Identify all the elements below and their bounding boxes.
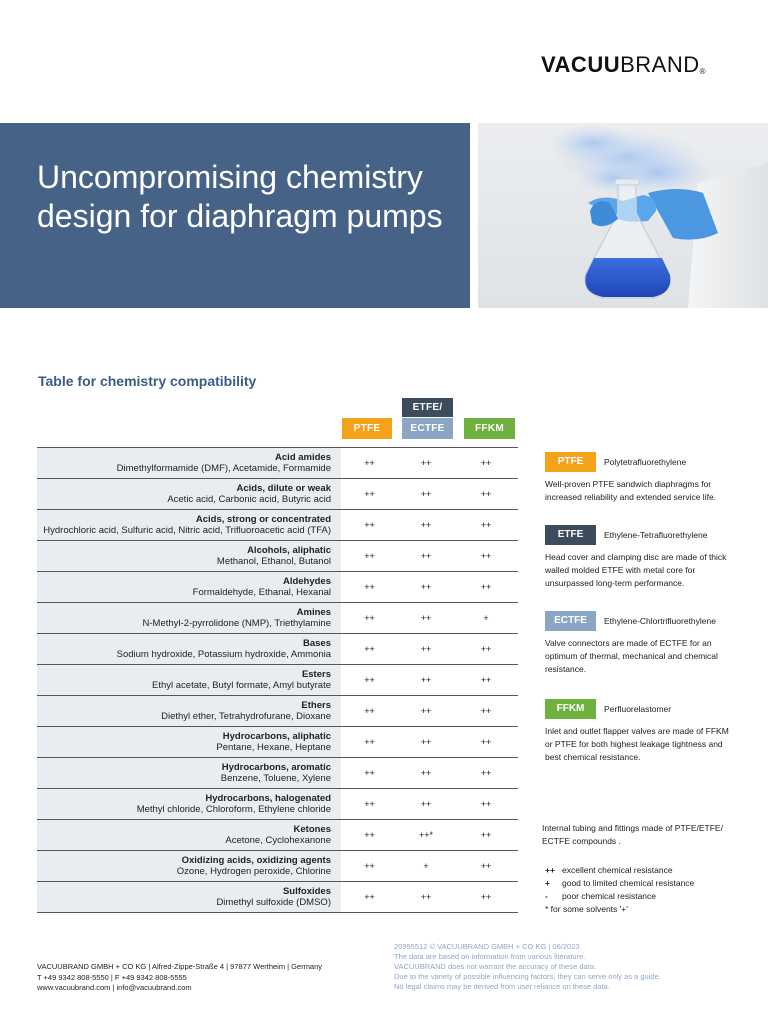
chemical-class-cell [37, 696, 341, 726]
ffkm-rating: + [483, 613, 489, 623]
table-row [37, 665, 518, 696]
legend-tag: FFKM [545, 699, 596, 719]
legend-description: Head cover and clamping disc are made of thick walled molded ETFE with metal core for unsurpassed long-term performance. [545, 552, 727, 588]
ffkm-rating: ++ [480, 458, 492, 468]
footer-line: VACUUBRAND GMBH + CO KG | Alfred-Zippe-Straße 4 | 97877 Wertheim | Germany [37, 962, 323, 971]
ffkm-rating: ++ [480, 706, 492, 716]
chemical-examples: Acetone, Cyclohexanone [225, 835, 331, 846]
ffkm-rating: ++ [480, 675, 492, 685]
chemical-class-title: Ethers [301, 700, 331, 711]
ffkm-rating: ++ [480, 582, 492, 592]
ffkm-rating: ++ [480, 892, 492, 902]
vacuubrand-logo [541, 52, 706, 78]
legend-tag: ETFE [545, 525, 596, 545]
ffkm-rating: ++ [480, 520, 492, 530]
ffkm-rating: ++ [480, 551, 492, 561]
key-line [545, 890, 745, 903]
legend-tag: PTFE [545, 452, 596, 472]
key-line [545, 864, 745, 877]
chemical-examples: Pentane, Hexane, Heptane [216, 742, 331, 753]
chemical-class-cell [37, 448, 341, 478]
company-footer [37, 962, 322, 994]
ectfe-rating: ++ [420, 458, 432, 468]
ectfe-rating: ++ [420, 582, 432, 592]
ptfe-rating: ++ [364, 861, 375, 871]
chemical-class-cell [37, 758, 341, 788]
chemical-class-cell [37, 882, 341, 912]
ectfe-rating: ++ [420, 706, 432, 716]
footer-line: T +49 9342 808-5550 | F +49 9342 808-5555 [37, 972, 187, 982]
ptfe-rating: ++ [364, 582, 375, 592]
chemical-class-title: Oxidizing acids, oxidizing agents [181, 855, 331, 866]
disclaimer-line: The data are based on information from various literature. [394, 952, 586, 961]
chemical-class-title: Alcohols, aliphatic [247, 545, 331, 556]
column-header-ptfe: PTFE [342, 418, 392, 439]
page-title: Uncompromising chemistry design for diaphragm pumps [37, 159, 443, 234]
ffkm-rating: ++ [480, 830, 492, 840]
key-line [545, 903, 745, 916]
ectfe-rating: ++ [420, 520, 432, 530]
chemical-class-cell [37, 479, 341, 509]
chemical-class-cell [37, 603, 341, 633]
table-row [37, 851, 518, 882]
chemical-examples: Dimethylformamide (DMF), Acetamide, Formamide [116, 463, 331, 474]
hero-banner [0, 123, 470, 308]
ffkm-rating: ++ [480, 861, 492, 871]
footer-line: www.vacuubrand.com | info@vacuubrand.com [37, 983, 192, 992]
key-symbol: + [545, 878, 550, 888]
chemical-class-cell [37, 727, 341, 757]
compatibility-table [37, 447, 518, 913]
chemical-class-title: Hydrocarbons, halogenated [205, 793, 331, 804]
chemical-examples: Sodium hydroxide, Potassium hydroxide, Ammonia [116, 649, 331, 660]
ectfe-rating: ++* [418, 830, 433, 840]
legend-description: Valve connectors are made of ECTFE for an optimum of thermal, mechanical and chemical resistance. [545, 638, 718, 674]
ectfe-rating: ++ [420, 892, 432, 902]
legend-description: Well-proven PTFE sandwich diaphragms for increased reliability and extended service life. [545, 479, 717, 502]
table-row [37, 572, 518, 603]
legend-item [545, 611, 745, 676]
table-row [37, 479, 518, 510]
ffkm-rating: ++ [480, 799, 492, 809]
table-row [37, 634, 518, 665]
ptfe-rating: ++ [364, 892, 375, 902]
legend-material-name: Polytetrafluorethylene [604, 457, 687, 467]
chemical-examples: N-Methyl-2-pyrrolidone (NMP), Triethylamine [142, 618, 331, 629]
ptfe-rating: ++ [364, 737, 375, 747]
chemical-class-title: Hydrocarbons, aliphatic [222, 731, 331, 742]
table-row [37, 727, 518, 758]
chemical-examples: Formaldehyde, Ethanal, Hexanal [192, 587, 331, 598]
flask-illustration [478, 123, 768, 308]
ectfe-rating: ++ [420, 551, 432, 561]
ectfe-rating: ++ [420, 675, 432, 685]
ectfe-rating: ++ [420, 644, 432, 654]
chemical-class-title: Sulfoxides [282, 886, 331, 897]
chemical-class-title: Acids, strong or concentrated [195, 514, 331, 525]
legend-material-name: Ethylene-Chlortrifluorethylene [604, 616, 716, 626]
logo-mark: ® [699, 67, 707, 76]
disclaimer-line: VACUUBRAND does not warrant the accuracy of these data. [394, 962, 597, 971]
chemical-class-title: Ketones [293, 824, 331, 835]
column-header-ectfe: ECTFE [402, 418, 453, 439]
chemical-class-title: Esters [301, 669, 331, 680]
chemical-examples: Benzene, Toluene, Xylene [220, 773, 331, 784]
hero-photo [478, 123, 768, 308]
legend-item [545, 699, 745, 764]
table-row [37, 448, 518, 479]
table-row [37, 696, 518, 727]
table-row [37, 882, 518, 913]
ptfe-rating: ++ [364, 644, 375, 654]
ptfe-rating: ++ [364, 830, 375, 840]
ptfe-rating: ++ [364, 706, 375, 716]
table-row [37, 541, 518, 572]
chemical-class-cell [37, 572, 341, 602]
disclaimer-line: No legal claims may be derived from user reliance on these data. [394, 982, 610, 991]
ffkm-rating: ++ [480, 737, 492, 747]
chemical-class-cell [37, 851, 341, 881]
ptfe-rating: ++ [364, 799, 375, 809]
table-row [37, 510, 518, 541]
chemical-examples: Methyl chloride, Chloroform, Ethylene chloride [136, 804, 331, 815]
disclaimer-footer [394, 942, 754, 992]
legend-tag: ECTFE [545, 611, 596, 631]
chemical-class-cell [37, 634, 341, 664]
chemical-class-cell [37, 820, 341, 850]
disclaimer-line: Due to the variety of possible influencing factors, they can serve only as a guide. [394, 972, 661, 981]
rating-key [545, 864, 745, 916]
column-header-ffkm: FFKM [464, 418, 515, 439]
chemical-class-cell [37, 510, 341, 540]
ffkm-rating: ++ [480, 644, 492, 654]
key-footnote: * for some solvents '+' [545, 904, 628, 914]
legend-material-name: Ethylene-Tetrafluorethylene [604, 530, 708, 540]
ectfe-rating: ++ [420, 799, 432, 809]
chemical-class-title: Hydrocarbons, aromatic [221, 762, 331, 773]
ptfe-rating: ++ [364, 613, 375, 623]
chemical-class-cell [37, 789, 341, 819]
chemical-class-title: Acids, dilute or weak [236, 483, 331, 494]
chemical-class-title: Amines [296, 607, 331, 618]
ectfe-rating: ++ [420, 489, 432, 499]
chemical-examples: Hydrochloric acid, Sulfuric acid, Nitric acid, Trifluoroacetic acid (TFA) [43, 525, 331, 536]
ectfe-rating: ++ [420, 768, 432, 778]
key-symbol: - [545, 891, 548, 901]
chemical-examples: Dimethyl sulfoxide (DMSO) [216, 897, 331, 908]
disclaimer-line: 20995512 © VACUUBRAND GMBH + CO KG | 06/2023 [394, 942, 580, 951]
column-header-etfe: ETFE/ [402, 398, 453, 417]
tubing-note: Internal tubing and fittings made of PTFE/ETFE/ ECTFE compounds . [542, 823, 723, 846]
legend-material-name: Perfluorelastomer [604, 704, 672, 714]
table-row [37, 820, 518, 851]
table-row [37, 789, 518, 820]
chemical-class-title: Aldehydes [282, 576, 331, 587]
ectfe-rating: ++ [420, 737, 432, 747]
logo-bold: VACUU [541, 52, 621, 77]
legend-description: Inlet and outlet flapper valves are made of FFKM or PTFE for both highest leakage tightness and best chemical resistance. [545, 726, 729, 762]
key-text: poor chemical resistance [562, 891, 657, 901]
chemical-examples: Ethyl acetate, Butyl formate, Amyl butyrate [152, 680, 331, 691]
ptfe-rating: ++ [364, 520, 375, 530]
legend-item [545, 452, 745, 504]
ectfe-rating: ++ [420, 613, 432, 623]
key-text: good to limited chemical resistance [562, 878, 695, 888]
chemical-examples: Diethyl ether, Tetrahydrofurane, Dioxane [161, 711, 331, 722]
chemical-examples: Ozone, Hydrogen peroxide, Chlorine [176, 866, 331, 877]
ffkm-rating: ++ [480, 768, 492, 778]
chemical-examples: Methanol, Ethanol, Butanol [216, 556, 331, 567]
key-line [545, 877, 745, 890]
legend-item [545, 525, 745, 590]
ffkm-rating: ++ [480, 489, 492, 499]
table-title: Table for chemistry compatibility [38, 373, 257, 389]
chemical-class-title: Bases [303, 638, 331, 649]
logo-regular: BRAND [620, 52, 700, 77]
table-row [37, 758, 518, 789]
ptfe-rating: ++ [364, 768, 375, 778]
ptfe-rating: ++ [364, 675, 375, 685]
ptfe-rating: ++ [364, 489, 375, 499]
ectfe-rating: + [423, 861, 429, 871]
chemical-examples: Acetic acid, Carbonic acid, Butyric acid [167, 494, 331, 505]
chemical-class-title: Acid amides [275, 452, 331, 463]
chemical-class-cell [37, 541, 341, 571]
key-text: excellent chemical resistance [562, 865, 673, 875]
key-symbol: ++ [545, 865, 555, 875]
chemical-class-cell [37, 665, 341, 695]
table-row [37, 603, 518, 634]
ptfe-rating: ++ [364, 458, 375, 468]
ptfe-rating: ++ [364, 551, 375, 561]
